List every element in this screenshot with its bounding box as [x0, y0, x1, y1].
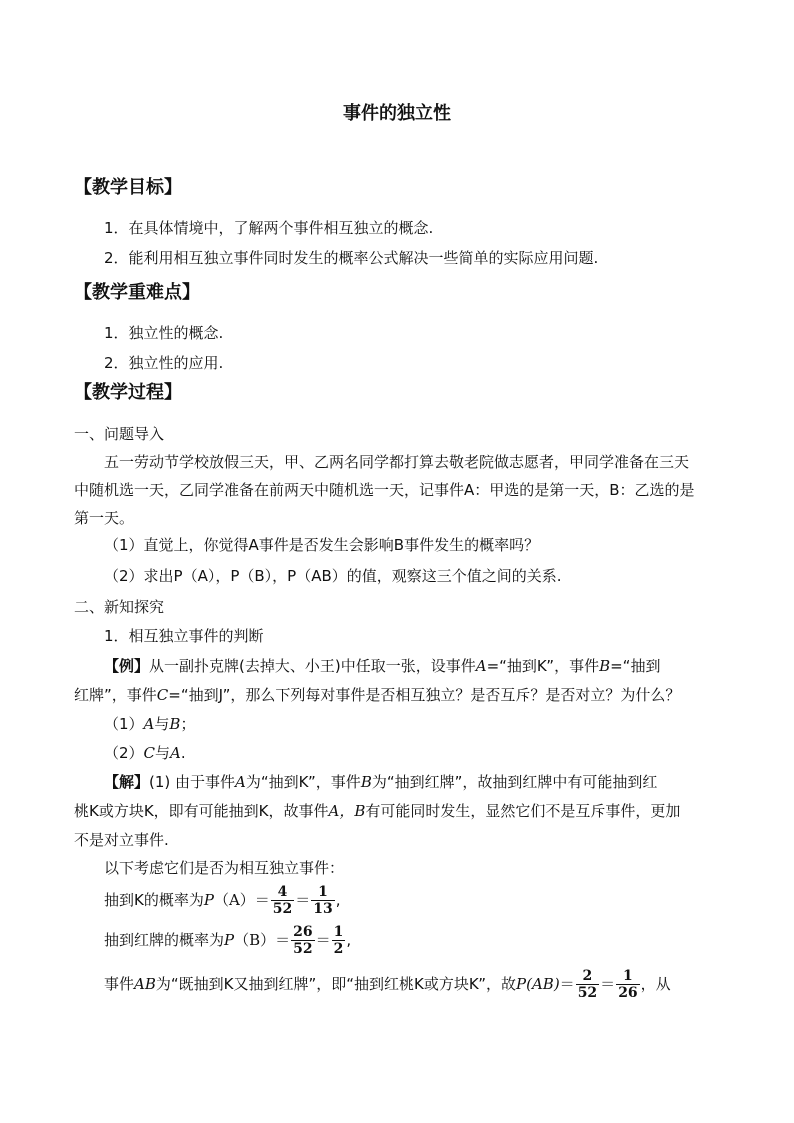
- fraction: $\frac{26}{52}$: [293, 924, 313, 957]
- example-line-1: 【例】从一副扑克牌(去掉大、小王)中任取一张，设事件A=“抽到K”，事件B=“抽到: [104, 657, 661, 675]
- probability-k-line: 抽到K的概率为P（A）＝ $\frac{4}{52}$ ＝ $\frac{1}{13}$ ,: [104, 884, 341, 917]
- fraction: $\frac{4}{52}$: [272, 884, 293, 917]
- example-label: 【例】: [104, 657, 150, 675]
- example-item-2: （2）C与A.: [104, 744, 186, 762]
- subsection-1-heading: 1．相互独立事件的判断: [104, 627, 264, 645]
- key-point-2: 2．独立性的应用.: [104, 354, 224, 372]
- part1-heading: 一、问题导入: [74, 425, 165, 443]
- key-points-heading: 【教学重难点】: [74, 282, 200, 303]
- page-title: 事件的独立性: [343, 103, 451, 124]
- example-item-1: （1）A与B；: [104, 715, 196, 733]
- solution-line-2: 桃K或方块K，即有可能抽到K，故事件A，B有可能同时发生，显然它们不是互斥事件，更加: [74, 802, 681, 820]
- solution-line-3: 不是对立事件.: [74, 831, 169, 849]
- intro-paragraph-line-1: 五一劳动节学校放假三天，甲、乙两名同学都打算去敬老院做志愿者，甲同学准备在三天: [104, 453, 690, 471]
- intro-paragraph-line-3: 第一天。: [74, 509, 135, 527]
- goals-heading: 【教学目标】: [74, 177, 182, 198]
- solution-label: 【解】: [104, 773, 150, 791]
- solution-line-1: 【解】(1) 由于事件A为“抽到K”，事件B为“抽到红牌”，故抽到红牌中有可能抽到红: [104, 773, 658, 791]
- key-point-1: 1．独立性的概念.: [104, 324, 224, 342]
- part2-heading: 二、新知探究: [74, 598, 165, 616]
- goal-item-2: 2．能利用相互独立事件同时发生的概率公式解决一些简单的实际应用问题.: [104, 249, 599, 267]
- probability-red-line: 抽到红牌的概率为P（B）＝ $\frac{26}{52}$ ＝ $\frac{1}{2}$ ,: [104, 924, 352, 957]
- solution-line-4: 以下考虑它们是否为相互独立事件：: [104, 859, 345, 877]
- example-line-2: 红牌”，事件C=“抽到J”，那么下列每对事件是否相互独立？是否互斥？是否对立？为什么？: [74, 686, 681, 704]
- fraction: $\frac{1}{13}$: [313, 884, 333, 917]
- intro-paragraph-line-2: 中随机选一天，乙同学准备在前两天中随机选一天，记事件A：甲选的是第一天，B：乙选的是: [74, 481, 695, 499]
- question-1: （1）直觉上，你觉得A事件是否发生会影响B事件发生的概率吗？: [104, 536, 540, 554]
- fraction: $\frac{1}{26}$: [618, 968, 638, 1001]
- goal-item-1: 1．在具体情境中，了解两个事件相互独立的概念.: [104, 219, 434, 237]
- fraction: $\frac{2}{52}$: [577, 968, 598, 1001]
- question-2: （2）求出P（A），P（B），P（AB）的值，观察这三个值之间的关系.: [104, 567, 562, 585]
- fraction: $\frac{1}{2}$: [333, 924, 344, 957]
- process-heading: 【教学过程】: [74, 382, 182, 403]
- probability-ab-line: 事件AB为“既抽到K又抽到红牌”，即“抽到红桃K或方块K”，故P(AB)＝ $\frac{2}{52}$ ＝ $\frac{1}{26}$ ，从: [104, 968, 671, 1001]
